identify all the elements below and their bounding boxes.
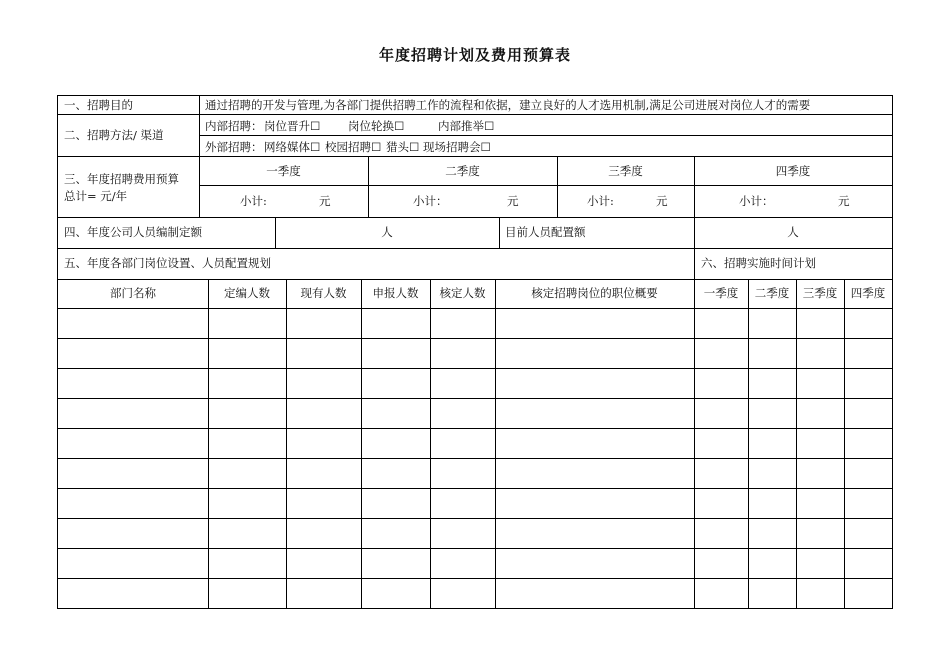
rule [58, 338, 892, 339]
rule [286, 279, 287, 608]
headcount-quota-label: 四、年度公司人员编制定额 [64, 225, 202, 239]
rule [199, 185, 892, 186]
q4-unit: 元 [838, 194, 850, 208]
rule [495, 279, 496, 608]
col-header-q2: 二季度 [754, 286, 790, 300]
col-header-department: 部门名称 [110, 286, 156, 300]
rule [58, 156, 892, 157]
planning-label: 五、年度各部门岗位设置、人员配置规划 [64, 256, 271, 270]
col-header-quota: 定编人数 [224, 286, 270, 300]
rule [208, 279, 209, 608]
rule [499, 217, 500, 248]
purpose-text: 通过招聘的开发与管理,为各部门提供招聘工作的流程和依据，建立良好的人才选用机制,满足公司进展对岗位人才的需要 [205, 98, 811, 112]
q1-unit: 元 [319, 194, 331, 208]
rule [694, 279, 695, 608]
q2-subtotal-label: 小计： [413, 194, 448, 208]
current-staffing-label: 目前人员配置额 [505, 225, 586, 239]
rule [844, 279, 845, 608]
external-recruit-prefix: 外部招聘： [205, 140, 263, 154]
q4-subtotal-label: 小计： [739, 194, 774, 208]
col-header-q1: 一季度 [703, 286, 739, 300]
schedule-label: 六、招聘实施时间计划 [701, 256, 816, 270]
option-campus-checkbox[interactable]: 校园招聘☐ [325, 140, 382, 154]
option-promotion-checkbox[interactable]: 岗位晋升☐ [264, 119, 321, 133]
budget-total: 总计= 元/年 [64, 189, 128, 203]
rule [58, 578, 892, 579]
rule [430, 279, 431, 608]
rule [58, 518, 892, 519]
quarter-2-header: 二季度 [445, 164, 480, 178]
rule [58, 248, 892, 249]
rule [58, 279, 892, 280]
q2-unit: 元 [507, 194, 519, 208]
option-online-media-checkbox[interactable]: 网络媒体☐ [264, 140, 321, 154]
purpose-label: 一、招聘目的 [64, 98, 133, 112]
col-header-current: 现有人数 [300, 286, 347, 300]
rule [58, 548, 892, 549]
recruitment-form [57, 95, 893, 609]
rule [694, 248, 695, 279]
quarter-3-header: 三季度 [608, 164, 643, 178]
quarter-1-header: 一季度 [266, 164, 301, 178]
rule [58, 308, 892, 309]
option-rotation-checkbox[interactable]: 岗位轮换☐ [348, 119, 405, 133]
col-header-requested: 申报人数 [372, 286, 419, 300]
col-header-position-summary: 核定招聘岗位的职位概要 [531, 286, 658, 300]
headcount-quota-unit: 人 [381, 225, 393, 239]
methods-label: 二、招聘方法/ 渠道 [64, 128, 164, 142]
page-title: 年度招聘计划及费用预算表 [378, 46, 571, 64]
col-header-approved: 核定人数 [439, 286, 486, 300]
rule [58, 114, 892, 115]
option-headhunter-checkbox[interactable]: 猎头☐ [386, 140, 420, 154]
col-header-q4: 四季度 [850, 286, 886, 300]
rule [361, 279, 362, 608]
rule [58, 488, 892, 489]
rule [199, 96, 200, 156]
q3-subtotal-label: 小计: [587, 194, 614, 208]
budget-label: 三、年度招聘费用预算 [64, 172, 179, 186]
rule [58, 217, 892, 218]
rule [58, 368, 892, 369]
current-staffing-unit: 人 [787, 225, 799, 239]
rule [199, 135, 892, 136]
rule [748, 279, 749, 608]
option-referral-checkbox[interactable]: 内部推举☐ [438, 119, 495, 133]
option-job-fair-checkbox[interactable]: 现场招聘会☐ [423, 140, 491, 154]
rule [58, 428, 892, 429]
q1-subtotal-label: 小计: [240, 194, 267, 208]
rule [58, 458, 892, 459]
col-header-q3: 三季度 [802, 286, 838, 300]
rule [796, 279, 797, 608]
rule [58, 398, 892, 399]
internal-recruit-prefix: 内部招聘： [205, 119, 263, 133]
quarter-4-header: 四季度 [775, 164, 811, 178]
q3-unit: 元 [656, 194, 668, 208]
